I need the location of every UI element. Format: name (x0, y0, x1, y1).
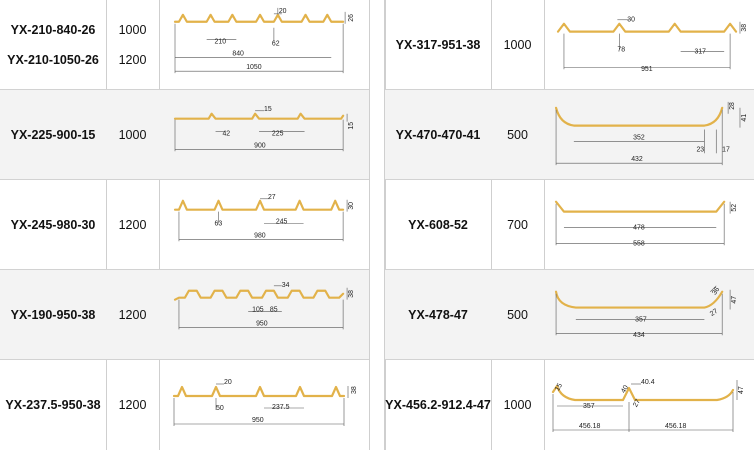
model-cell (385, 90, 491, 179)
table-row (0, 0, 369, 90)
dim-label: 245 (275, 218, 288, 226)
model-label: YX-225-900-15 (10, 127, 96, 142)
dim-label: 63 (214, 220, 223, 228)
dim-label: 434 (633, 332, 645, 340)
model-cell (385, 0, 491, 89)
model-label: YX-608-52 (408, 217, 468, 232)
table-row (0, 360, 369, 450)
dim-label: 27 (632, 398, 643, 409)
dim-label: 85 (269, 306, 278, 314)
model-label: YX-317-951-38 (395, 37, 481, 52)
profile-diagram (160, 360, 369, 450)
model-cell (385, 270, 491, 359)
width-cell (106, 0, 159, 89)
dim-label: 456.18 (579, 423, 601, 430)
profile-diagram (160, 0, 369, 89)
model-label: YX-478-47 (408, 307, 468, 322)
model-cell (0, 270, 106, 359)
dim-label: 225 (271, 130, 284, 138)
dim-label: 357 (635, 316, 647, 324)
dim-label: 15 (554, 382, 565, 393)
dim-label: 41 (740, 113, 748, 122)
dim-label: 62 (271, 40, 280, 48)
dim-label: 950 (256, 320, 268, 328)
dim-label: 17 (722, 146, 730, 154)
dim-label: 352 (633, 134, 645, 142)
width-cell (491, 360, 544, 450)
model-label: YX-210-1050-26 (7, 52, 99, 67)
dim-label: 210 (214, 38, 227, 46)
dim-label: 27 (708, 307, 720, 318)
dim-label: 558 (633, 240, 645, 248)
dim-label: 23 (696, 146, 705, 154)
model-label: YX-210-840-26 (10, 22, 96, 37)
table-row (385, 180, 754, 270)
dim-label: 30 (348, 201, 356, 210)
dim-label: 50 (216, 405, 224, 412)
width-value: 1200 (118, 52, 147, 67)
table-row (0, 90, 369, 180)
width-cell (106, 90, 159, 179)
dim-label: 980 (254, 232, 266, 240)
dim-label: 40.4 (641, 379, 655, 386)
dim-label: 357 (583, 403, 595, 410)
model-label: YX-470-470-41 (395, 127, 481, 142)
model-label: YX-456.2-912.4-47 (385, 398, 491, 412)
width-cell (106, 360, 159, 450)
profile-diagram (160, 270, 369, 359)
width-value: 1200 (118, 398, 147, 412)
dim-label: 38 (351, 386, 358, 394)
dim-label: 15 (348, 121, 356, 130)
dim-label: 36 (711, 286, 722, 297)
table-row (385, 90, 754, 180)
dim-label: 20 (224, 379, 232, 386)
width-value: 1000 (503, 398, 532, 412)
width-value: 1200 (118, 217, 147, 232)
width-value: 700 (507, 217, 528, 232)
profile-diagram (160, 180, 369, 269)
width-cell (491, 270, 544, 359)
dim-label: 26 (348, 14, 356, 22)
width-cell (106, 270, 159, 359)
dim-label: 456.18 (665, 423, 687, 430)
profile-diagram (160, 90, 369, 179)
width-cell (491, 180, 544, 269)
model-label: YX-237.5-950-38 (5, 398, 101, 412)
dim-label: 78 (617, 46, 626, 54)
dim-label: 15 (264, 105, 272, 113)
dim-label: 42 (222, 130, 231, 138)
dim-label: 34 (281, 281, 290, 289)
profile-diagram (545, 180, 754, 269)
width-value: 1000 (118, 22, 147, 37)
right-spec-table (385, 0, 754, 450)
profile-diagram (545, 90, 754, 179)
dim-label: 900 (254, 142, 266, 150)
dim-label: 40 (620, 384, 631, 395)
dim-label: 317 (694, 48, 707, 56)
table-row (385, 360, 754, 450)
dim-label: 840 (232, 50, 244, 58)
width-cell (106, 180, 159, 269)
dim-label: 951 (641, 66, 653, 74)
model-cell (385, 180, 491, 269)
profile-diagram (545, 360, 754, 450)
dim-label: 38 (740, 23, 748, 32)
profile-diagram (545, 270, 754, 359)
model-label: YX-245-980-30 (10, 217, 96, 232)
width-value: 1200 (118, 307, 147, 322)
width-value: 500 (507, 127, 528, 142)
width-cell (491, 0, 544, 89)
dim-label: 47 (738, 386, 745, 394)
dim-label: 27 (267, 193, 276, 201)
dim-label: 105 (252, 306, 264, 314)
model-cell (0, 90, 106, 179)
model-cell (385, 360, 491, 450)
table-row (0, 180, 369, 270)
dim-label: 432 (631, 156, 643, 164)
table-row (385, 0, 754, 90)
dim-label: 30 (627, 16, 635, 24)
dim-label: 20 (278, 7, 287, 15)
table-row (385, 270, 754, 360)
width-cell (491, 90, 544, 179)
model-label: YX-190-950-38 (10, 307, 96, 322)
panel-divider (369, 0, 385, 450)
dim-label: 950 (252, 417, 264, 424)
dim-label: 47 (731, 295, 739, 304)
dim-label: 478 (633, 224, 645, 232)
dim-label: 1050 (246, 64, 262, 72)
model-cell (0, 180, 106, 269)
width-value: 1000 (118, 127, 147, 142)
table-row (0, 270, 369, 360)
width-value: 1000 (503, 37, 532, 52)
model-cell (0, 360, 106, 450)
model-cell (0, 0, 106, 89)
dim-label: 52 (731, 203, 739, 212)
dim-label: 38 (348, 290, 356, 298)
profile-diagram (545, 0, 754, 89)
left-spec-table (0, 0, 369, 450)
dim-label: 28 (729, 102, 737, 110)
width-value: 500 (507, 307, 528, 322)
dim-label: 237.5 (272, 404, 290, 411)
